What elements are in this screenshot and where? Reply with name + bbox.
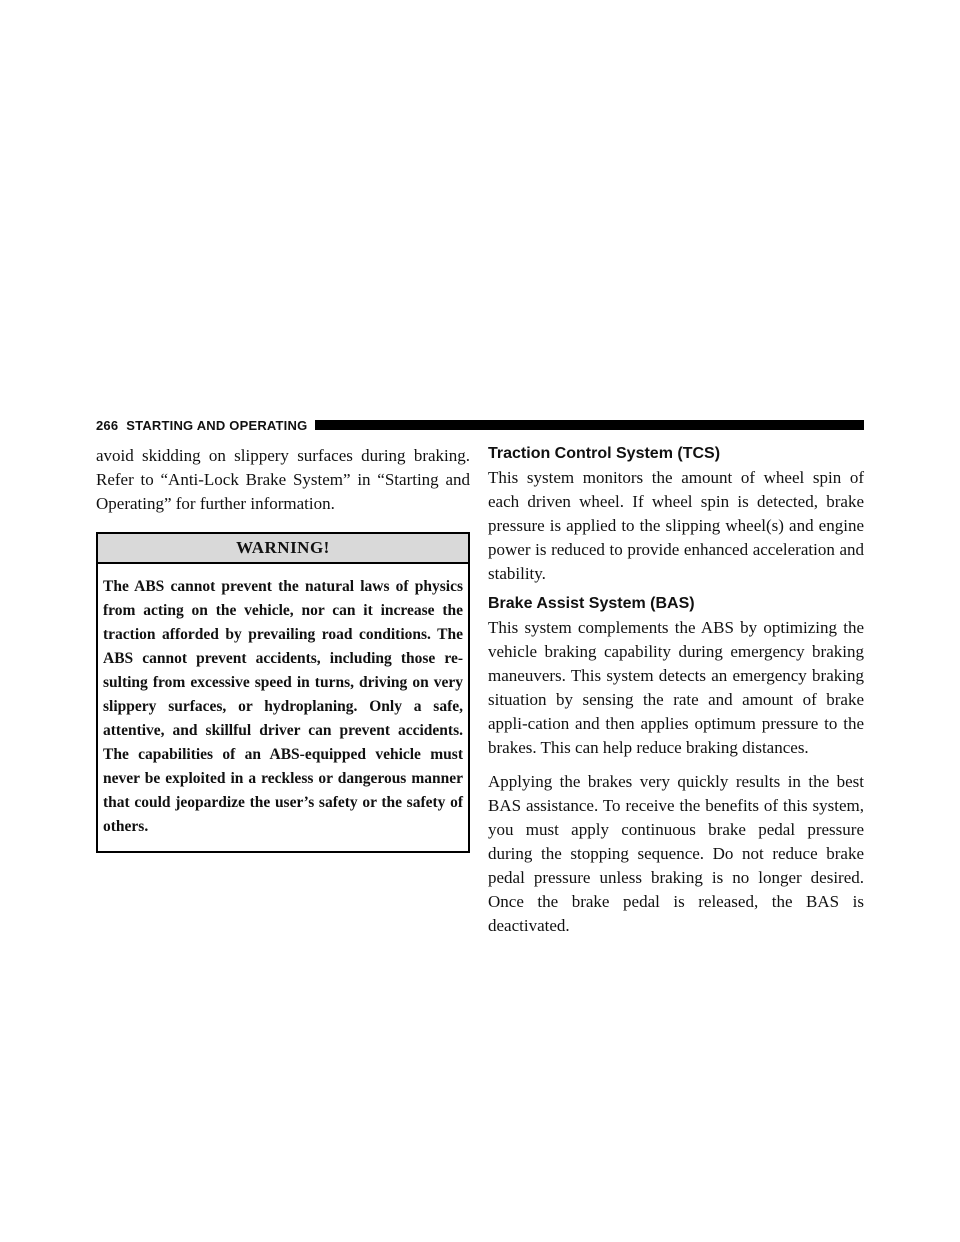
bas-paragraph-2: Applying the brakes very quickly results in the best BAS assistance. To receive the benefits of this system, you must apply continuous brake pedal pressure during the stopping sequence. Do not reduce brake pedal pressure unless braking is no longer desired. Once the brake pedal is released, the BAS is deactivated. [488, 772, 864, 935]
intro-paragraph: avoid skidding on slippery surfaces during braking. Refer to “Anti-Lock Brake System” in “Starting and Operating” for further information. [96, 446, 470, 513]
right-column [488, 444, 864, 938]
warning-title: WARNING! [98, 534, 468, 564]
left-column [96, 444, 470, 853]
warning-text: The ABS cannot prevent the natural laws of physics from acting on the vehicle, nor can it increase the traction afforded by prevailing road conditions. The ABS cannot prevent accidents, including those re-sulting from excessive speed in turns, driving on very slippery surfaces, or hydroplaning. Only a safe, attentive, and skillful driver can prevent accidents. The capabilities of an ABS-equipped vehicle must never be exploited in a reckless or dangerous manner that could jeopardize the user’s safety or the safety of others. [103, 578, 463, 835]
bas-heading: Brake Assist System (BAS) [488, 595, 695, 612]
section-title: STARTING AND OPERATING [126, 417, 308, 433]
tcs-heading: Traction Control System (TCS) [488, 445, 721, 462]
page-header [96, 418, 864, 432]
tcs-paragraph: This system monitors the amount of wheel spin of each driven wheel. If wheel spin is detected, brake pressure is applied to the slipping wheel(s) and engine power is reduced to provide enhanced acceleration and stability. [488, 468, 864, 583]
bas-paragraph-1: This system complements the ABS by optimizing the vehicle braking capability during emergency braking maneuvers. This system detects an emergency braking situation by sensing the rate and amount of brake appli-cation and then applies optimum pressure to the brakes. This can help reduce braking distances. [488, 618, 864, 757]
header-rule [315, 420, 864, 430]
warning-box [96, 532, 470, 853]
page-number: 266 [96, 417, 119, 433]
